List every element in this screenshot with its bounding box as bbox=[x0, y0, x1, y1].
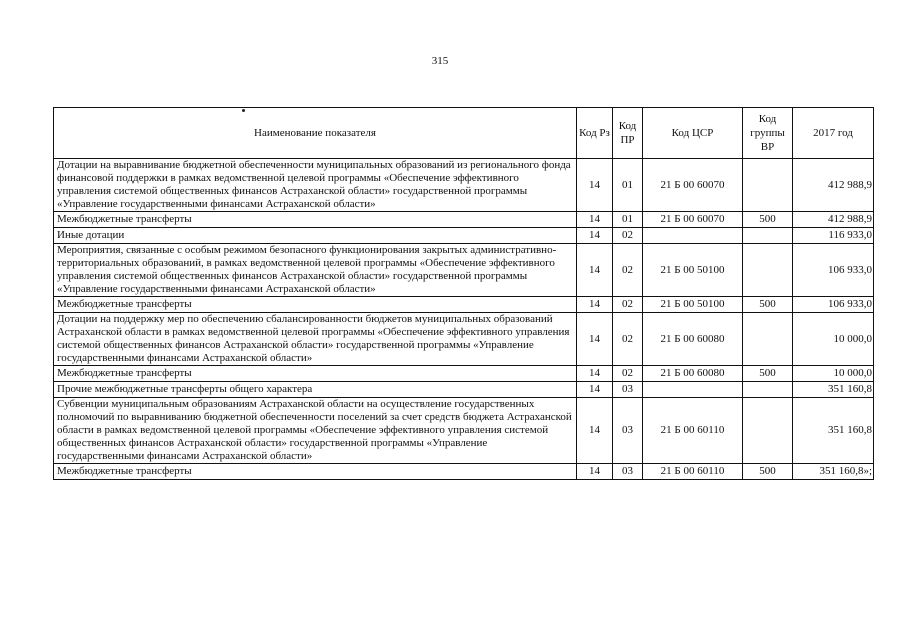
header-pr: Код ПР bbox=[613, 108, 643, 159]
row-csr: 21 Б 00 50100 bbox=[643, 244, 743, 297]
table-row bbox=[54, 228, 874, 244]
table-header-row bbox=[54, 108, 874, 159]
row-rz: 14 bbox=[577, 464, 613, 480]
row-csr: 21 Б 00 50100 bbox=[643, 297, 743, 313]
header-csr: Код ЦСР bbox=[643, 108, 743, 159]
table-row bbox=[54, 297, 874, 313]
row-pr: 02 bbox=[613, 297, 643, 313]
row-csr: 21 Б 00 60110 bbox=[643, 464, 743, 480]
row-pr: 02 bbox=[613, 244, 643, 297]
row-name: Дотации на выравнивание бюджетной обеспеченности муниципальных образований из регионального фонда финансовой поддержки в рамках ведомственной целевой программы «Обеспечение эффективного управления системой общественных финансов Астраханской области» государственной программы «Управление государственными финансами Астраханской области» bbox=[54, 159, 577, 212]
table-row bbox=[54, 313, 874, 366]
row-amount: 106 933,0 bbox=[793, 297, 874, 313]
row-vr bbox=[743, 398, 793, 464]
row-csr bbox=[643, 228, 743, 244]
row-name: Иные дотации bbox=[54, 228, 577, 244]
table-row bbox=[54, 159, 874, 212]
row-name: Прочие межбюджетные трансферты общего характера bbox=[54, 382, 577, 398]
row-vr bbox=[743, 228, 793, 244]
row-rz: 14 bbox=[577, 228, 613, 244]
row-name: Дотации на поддержку мер по обеспечению сбалансированности бюджетов муниципальных образований Астраханской области в рамках ведомственной целевой программы «Обеспечение эффективного управления системой общественных финансов Астраханской области» государственной программы «Управление государственными финансами Астраханской области» bbox=[54, 313, 577, 366]
page-number: 315 bbox=[431, 55, 449, 67]
table-row bbox=[54, 398, 874, 464]
row-csr: 21 Б 00 60080 bbox=[643, 366, 743, 382]
row-vr: 500 bbox=[743, 464, 793, 480]
row-vr: 500 bbox=[743, 212, 793, 228]
row-rz: 14 bbox=[577, 398, 613, 464]
row-amount: 412 988,9 bbox=[793, 159, 874, 212]
row-name: Мероприятия, связанные с особым режимом безопасного функционирования закрытых административно-территориальных образований, в рамках ведомственной целевой программы «Обеспечение эффективного управления системой общественных финансов Астраханской области» государственной программы «Управление государственными финансами Астраханской области» bbox=[54, 244, 577, 297]
row-name: Межбюджетные трансферты bbox=[54, 366, 577, 382]
row-name: Межбюджетные трансферты bbox=[54, 297, 577, 313]
row-csr: 21 Б 00 60070 bbox=[643, 212, 743, 228]
row-rz: 14 bbox=[577, 159, 613, 212]
row-vr bbox=[743, 382, 793, 398]
row-amount: 116 933,0 bbox=[793, 228, 874, 244]
row-vr bbox=[743, 313, 793, 366]
row-csr: 21 Б 00 60080 bbox=[643, 313, 743, 366]
row-name: Субвенции муниципальным образованиям Астраханской области на осуществление государственных полномочий по выравниванию бюджетной обеспеченности поселений за счет средств бюджета Астраханской области в рамках ведомственной целевой программы «Обеспечение эффективного управления системой общественных финансов Астраханской области» государственной программы «Управление государственными финансами Астраханской области» bbox=[54, 398, 577, 464]
budget-table bbox=[53, 107, 874, 480]
row-amount: 412 988,9 bbox=[793, 212, 874, 228]
header-rz: Код Рз bbox=[577, 108, 613, 159]
row-pr: 03 bbox=[613, 382, 643, 398]
table-row bbox=[54, 366, 874, 382]
row-rz: 14 bbox=[577, 244, 613, 297]
row-rz: 14 bbox=[577, 382, 613, 398]
row-rz: 14 bbox=[577, 212, 613, 228]
table-row bbox=[54, 382, 874, 398]
row-amount: 10 000,0 bbox=[793, 313, 874, 366]
table-row bbox=[54, 212, 874, 228]
header-name: Наименование показателя bbox=[54, 108, 577, 159]
table-row bbox=[54, 464, 874, 480]
row-amount: 351 160,8 bbox=[793, 382, 874, 398]
row-amount: 351 160,8»; bbox=[793, 464, 874, 480]
row-vr bbox=[743, 159, 793, 212]
row-csr: 21 Б 00 60110 bbox=[643, 398, 743, 464]
row-pr: 03 bbox=[613, 398, 643, 464]
row-pr: 01 bbox=[613, 212, 643, 228]
row-pr: 02 bbox=[613, 366, 643, 382]
table-row bbox=[54, 244, 874, 297]
row-vr: 500 bbox=[743, 297, 793, 313]
row-rz: 14 bbox=[577, 297, 613, 313]
row-vr: 500 bbox=[743, 366, 793, 382]
row-rz: 14 bbox=[577, 313, 613, 366]
row-name: Межбюджетные трансферты bbox=[54, 464, 577, 480]
row-amount: 10 000,0 bbox=[793, 366, 874, 382]
row-amount: 351 160,8 bbox=[793, 398, 874, 464]
row-csr bbox=[643, 382, 743, 398]
row-vr bbox=[743, 244, 793, 297]
row-pr: 03 bbox=[613, 464, 643, 480]
row-pr: 01 bbox=[613, 159, 643, 212]
header-vr: Код группы ВР bbox=[743, 108, 793, 159]
row-pr: 02 bbox=[613, 313, 643, 366]
header-year: 2017 год bbox=[793, 108, 874, 159]
row-csr: 21 Б 00 60070 bbox=[643, 159, 743, 212]
row-name: Межбюджетные трансферты bbox=[54, 212, 577, 228]
row-pr: 02 bbox=[613, 228, 643, 244]
row-rz: 14 bbox=[577, 366, 613, 382]
row-amount: 106 933,0 bbox=[793, 244, 874, 297]
